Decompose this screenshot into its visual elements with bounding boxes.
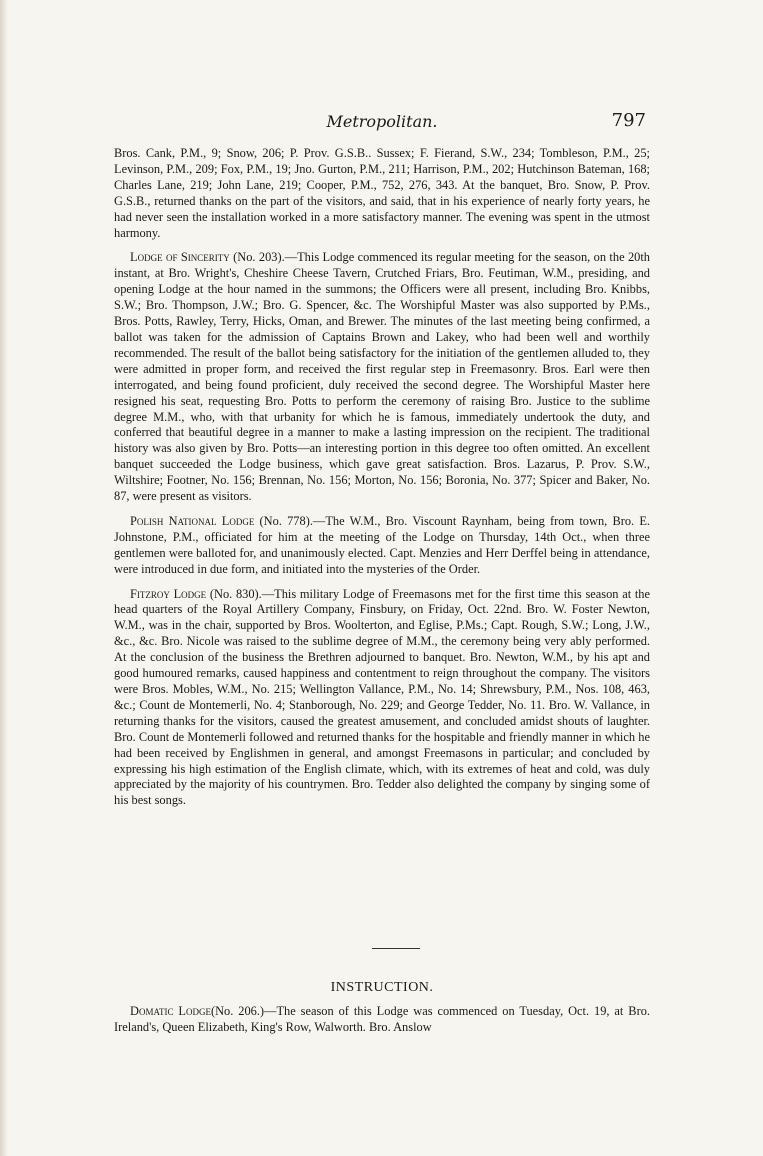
instruction-body bbox=[114, 1004, 650, 1036]
paragraph-visitors bbox=[114, 146, 650, 241]
paragraph-text: Bros. Cank, P.M., 9; Snow, 206; P. Prov. G.S.B.. Sussex; F. Fierand, S.W., 234; Tombleson, P.M., 25; Levinson, P.M., 209; Fox, P.M., 19; Jno. Gurton, P.M., 211; Harrison, P.M., 202; Hutchinson Bateman, 168; Charles Lane, 219; John Lane, 219; Cooper, P.M., 752, 276, 343. At the banquet, Bro. Snow, P. Prov. G.S.B., returned thanks on the part of the visitors, and said, that in his experience of nearly forty years, he had never seen the installation worked in a more satisfactory manner. The evening was spent in the utmost harmony. bbox=[114, 146, 650, 240]
lodge-name: Fitzroy Lodge bbox=[130, 586, 207, 601]
lodge-name: Domatic Lodge bbox=[130, 1004, 211, 1018]
paragraph-text: (No. 206.)—The season of this Lodge was commenced on Tuesday, Oct. 19, at Bro. Ireland's, Queen Elizabeth, King's Row, Walworth. Bro. Anslow bbox=[114, 1004, 650, 1034]
paragraph-lodge-of-sincerity bbox=[114, 250, 650, 505]
lodge-name: Lodge of Sincerity bbox=[130, 250, 230, 265]
lodge-name: Polish National Lodge bbox=[130, 513, 255, 528]
page-number: 797 bbox=[611, 110, 646, 131]
paragraph-fitzroy-lodge bbox=[114, 587, 650, 810]
paragraph-domatic-lodge bbox=[114, 1004, 650, 1036]
running-header bbox=[110, 108, 654, 136]
paragraph-text: (No. 203).—This Lodge commenced its regular meeting for the season, on the 20th instant, at Bro. Wright's, Cheshire Cheese Tavern, Crutched Friars, Bro. Feutiman, W.M., presiding, and opening Lodge at the hour named in the summons; the Officers were all present, including Bro. Knibbs, S.W.; Bro. Thompson, J.W.; Bro. G. Spencer, &c. The Worshipful Master was also supported by P.Ms., Bros. Potts, Rawley, Terry, Hicks, Oman, and Brewer. The minutes of the last meeting being confirmed, a ballot was taken for the admission of Captains Brown and Lakey, who had been well and worthily recommended. The result of the ballot being satisfactory for the initiation of the gentlemen alluded to, they were admitted in proper form, and received the first regular step in Freemasonry. Bros. Earl were then interrogated, and being found proficient, duly received the second degree. The Worshipful Master here resigned his seat, requesting Bro. Potts to perform the ceremony of raising Bro. Justice to the sublime degree M.M., who, with that urbanity for which he is famous, immediately undertook the duty, and conferred that beautiful degree in a manner to make a lasting impression on the recipient. The traditional history was also given by Bro. Potts—an interesting portion in this degree too often omitted. An excellent banquet succeeded the Lodge business, which gave great satisfaction. Bros. Lazarus, P. Prov. S.W., Wiltshire; Footner, No. 156; Brennan, No. 156; Morton, No. 156; Boronia, No. 377; Spicer and Baker, No. 87, were present as visitors. bbox=[114, 250, 650, 504]
running-title: Metropolitan. bbox=[326, 112, 438, 131]
paragraph-text: (No. 778).—The W.M., Bro. Viscount Raynham, being from town, Bro. E. Johnstone, P.M., officiated for him at the meeting of the Lodge on Thursday, 14th Oct., when three gentlemen were balloted for, and unanimously elected. Capt. Menzies and Herr Derffel being in attendance, were introduced in due form, and initiated into the mysteries of the Order. bbox=[114, 513, 651, 576]
article-body bbox=[114, 146, 650, 818]
section-divider bbox=[372, 948, 420, 949]
paragraph-text: (No. 830).—This military Lodge of Freemasons met for the first time this season at the head quarters of the Royal Artillery Company, Finsbury, on Friday, Oct. 22nd. Bro. W. Foster Newton, W.M., was in the chair, supported by Bros. Woolterton, and Eglise, P.Ms.; Capt. Rough, S.W.; Long, J.W., &c., &c. Bro. Nicole was raised to the sublime degree of M.M., the ceremony being very ably performed. At the conclusion of the business the Brethren adjourned to banquet. Bro. Newton, W.M., by his apt and good humoured remarks, caused happiness and contentment to reign throughout the company. The visitors were Bros. Mobles, W.M., No. 215; Wellington Vallance, P.M., No. 14; Shrewsbury, P.M., Nos. 108, 463, &c.; Count de Montemerli, No. 4; Stanborough, No. 229; and George Tedder, No. 11. Bro. W. Vallance, in returning thanks for the visitors, caused the greatest amusement, and concluded amidst shouts of laughter. Bro. Count de Montemerli followed and returned thanks for the hospitable and friendly manner in which he had been received by Englishmen in general, and amongst Freemasons in particular; and concluded by expressing his high estimation of the English climate, which, with its extremes of heat and cold, was duly appreciated by the majority of his countrymen. Bro. Tedder also delighted the company by singing some of his best songs. bbox=[114, 586, 650, 808]
paragraph-polish-national-lodge bbox=[114, 514, 650, 578]
binding-edge bbox=[0, 0, 8, 1156]
section-heading-instruction: INSTRUCTION. bbox=[330, 980, 434, 995]
